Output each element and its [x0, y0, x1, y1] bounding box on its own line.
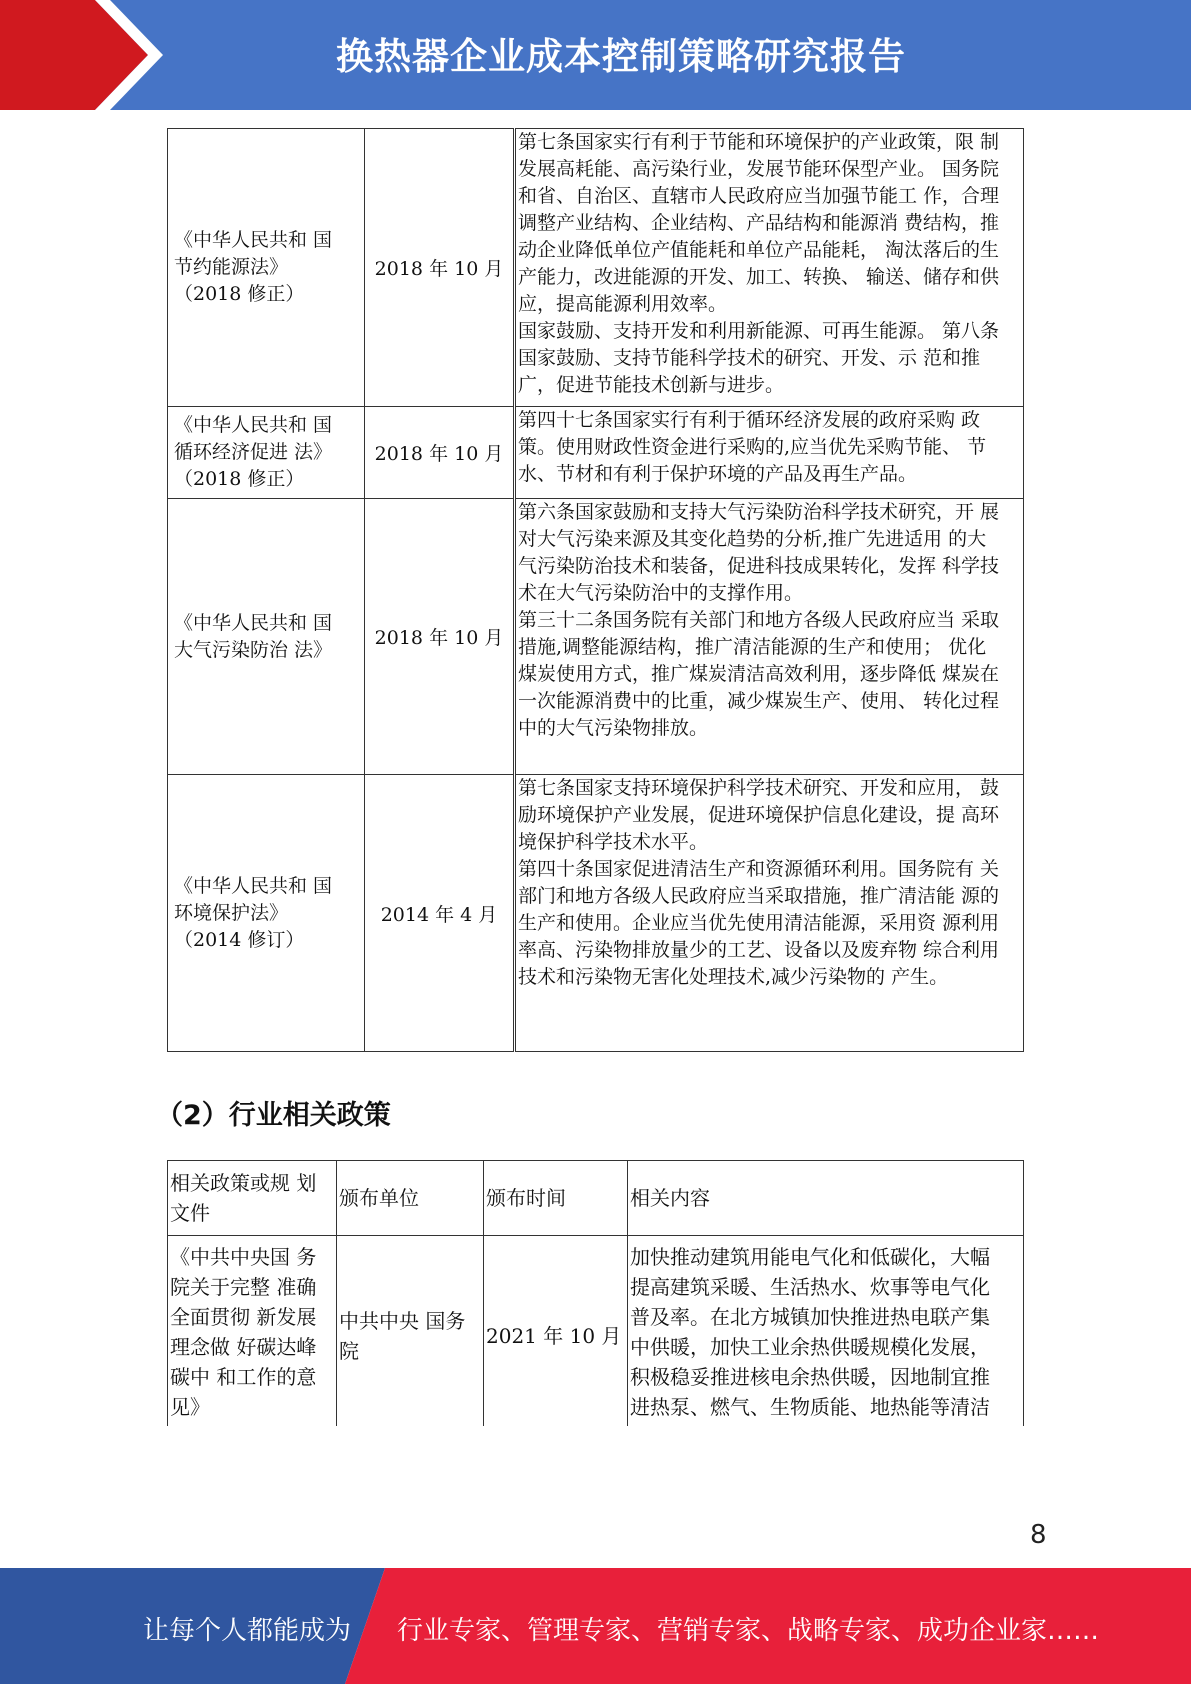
law-date-cell: 2018 年 10 月 — [365, 499, 515, 775]
law-name-cell — [168, 775, 365, 1052]
law-name-line: 循环经济促进 法》 — [174, 441, 333, 463]
content-line: 率高、污染物排放量少的工艺、设备以及废弃物 综合利用 — [518, 939, 1000, 961]
content-line: 加快推动建筑用能电气化和低碳化，大幅 — [630, 1245, 990, 1269]
footer-slogan-right: 行业专家、管理专家、营销专家、战略专家、成功企业家…… — [397, 1616, 1100, 1646]
law-content-cell — [515, 129, 1024, 407]
content-line: 国家鼓励、支持节能科学技术的研究、开发、示 范和推 — [518, 347, 981, 369]
content-line: 提高建筑采暖、生活热水、炊事等电气化 — [630, 1275, 990, 1299]
doc-line: 全面贯彻 新发展 — [170, 1305, 317, 1329]
content-line: 第四十条国家促进清洁生产和资源循环利用。国务院有 关 — [518, 858, 1000, 880]
content-line: 国家鼓励、支持开发和利用新能源、可再生能源。 第八条 — [518, 320, 1000, 342]
law-date-cell: 2018 年 10 月 — [365, 407, 515, 499]
content-line: 调整产业结构、企业结构、产品结构和能源消 费结构，推 — [518, 212, 1000, 234]
law-name-line: （2018 修正） — [174, 283, 305, 305]
law-name-line: 《中华人民共和 国 — [174, 874, 333, 897]
law-content-cell — [515, 775, 1024, 1052]
law-name-cell — [168, 407, 365, 499]
law-name-line: （2018 修正） — [174, 468, 305, 490]
content-line: 中的大气污染物排放。 — [518, 717, 709, 739]
table-row — [168, 407, 1024, 499]
policy-issuer-cell — [337, 1236, 484, 1436]
content-line: 积极稳妥推进核电余热供暖，因地制宜推 — [630, 1365, 990, 1389]
law-name-line: （2014 修订） — [174, 928, 305, 951]
content-line: 励环境保护产业发展，促进环境保护信息化建设，提 高环 — [518, 804, 1000, 826]
law-content-cell — [515, 499, 1024, 775]
policy-document-cell — [168, 1236, 337, 1436]
law-name-line: 节约能源法》 — [174, 256, 289, 278]
issuer-line: 中共中央 国务 — [339, 1308, 466, 1333]
content-line: 发展高耗能、高污染行业，发展节能环保型产业。 国务院 — [518, 158, 1000, 180]
law-name-cell — [168, 129, 365, 407]
table-row — [168, 775, 1024, 1052]
column-header: 相关内容 — [628, 1161, 1024, 1236]
law-date-cell: 2014 年 4 月 — [365, 775, 515, 1052]
law-name-line: 大气污染防治 法》 — [174, 638, 333, 661]
policy-content-cell — [628, 1236, 1024, 1436]
doc-line: 理念做 好碳达峰 — [170, 1335, 317, 1359]
content-line: 进热泵、燃气、生物质能、地热能等清洁 — [630, 1395, 990, 1419]
law-name-line: 《中华人民共和 国 — [174, 611, 333, 634]
content-line: 对大气污染来源及其变化趋势的分析,推广先进适用 的大 — [518, 528, 987, 550]
doc-line: 《中共中央国 务 — [170, 1245, 317, 1269]
content-line: 第七条国家支持环境保护科学技术研究、开发和应用， 鼓 — [518, 777, 1000, 799]
content-line: 煤炭使用方式，推广煤炭清洁高效利用，逐步降低 煤炭在 — [518, 663, 1000, 685]
content-line: 普及率。在北方城镇加快推进热电联产集 — [630, 1305, 990, 1329]
content-line: 应，提高能源利用效率。 — [518, 293, 728, 315]
law-content-cell — [515, 407, 1024, 499]
content-line: 和省、自治区、直辖市人民政府应当加强节能工 作，合理 — [518, 185, 1000, 207]
content-line: 部门和地方各级人民政府应当采取措施，推广清洁能 源的 — [518, 885, 1000, 907]
law-name-line: 《中华人民共和 国 — [174, 229, 333, 251]
page-break-mask — [150, 1426, 1050, 1446]
document-title: 换热器企业成本控制策略研究报告 — [336, 35, 906, 78]
law-name-line: 环境保护法》 — [174, 901, 289, 924]
doc-line: 院关于完整 准确 — [170, 1275, 317, 1299]
law-name-line: 《中华人民共和 国 — [174, 414, 333, 436]
content-line: 气污染防治技术和装备，促进科技成果转化，发挥 科学技 — [518, 555, 1000, 577]
column-header: 相关政策或规 划文件 — [168, 1161, 337, 1236]
page-header — [0, 0, 1191, 110]
content-line: 策。使用财政性资金进行采购的,应当优先采购节能、 节 — [518, 436, 987, 458]
doc-line: 碳中 和工作的意 — [170, 1365, 317, 1389]
law-date-cell: 2018 年 10 月 — [365, 129, 515, 407]
table-row — [168, 1236, 1024, 1436]
issuer-line: 院 — [339, 1338, 359, 1363]
section-heading: （2）行业相关政策 — [156, 1100, 391, 1131]
column-header: 颁布时间 — [484, 1161, 628, 1236]
policy-table — [167, 1160, 1024, 1436]
page-number: 8 — [1030, 1520, 1047, 1550]
content-line: 生产和使用。企业应当优先使用清洁能源，采用资 源利用 — [518, 912, 1000, 934]
content-line: 第六条国家鼓励和支持大气污染防治科学技术研究，开 展 — [518, 501, 1000, 523]
content-line: 广，促进节能技术创新与进步。 — [518, 374, 785, 396]
table-header-row — [168, 1161, 1024, 1236]
column-header: 颁布单位 — [337, 1161, 484, 1236]
content-line: 动企业降低单位产值能耗和单位产品能耗， 淘汰落后的生 — [518, 239, 1000, 261]
content-line: 中供暖，加快工业余热供暖规模化发展， — [630, 1335, 990, 1359]
content-line: 术在大气污染防治中的支撑作用。 — [518, 582, 804, 604]
content-line: 技术和污染物无害化处理技术,减少污染物的 产生。 — [518, 966, 949, 988]
content-line: 第七条国家实行有利于节能和环境保护的产业政策，限 制 — [518, 131, 1000, 153]
policy-date-cell: 2021 年 10 月 — [484, 1236, 628, 1436]
content-line: 第三十二条国务院有关部门和地方各级人民政府应当 采取 — [518, 609, 1000, 631]
content-line: 产能力，改进能源的开发、加工、转换、 输送、储存和供 — [518, 266, 1000, 288]
table-row — [168, 129, 1024, 407]
footer-slogan-left: 让每个人都能成为 — [143, 1616, 352, 1646]
content-line: 水、节材和有利于保护环境的产品及再生产品。 — [518, 463, 918, 485]
content-line: 措施,调整能源结构，推广清洁能源的生产和使用； 优化 — [518, 636, 987, 658]
content-line: 一次能源消费中的比重，减少煤炭生产、使用、 转化过程 — [518, 690, 1000, 712]
table-row — [168, 499, 1024, 775]
law-table — [167, 128, 1024, 1052]
doc-line: 见》 — [170, 1395, 210, 1419]
content-line: 境保护科学技术水平。 — [518, 831, 709, 853]
content-line: 第四十七条国家实行有利于循环经济发展的政府采购 政 — [518, 409, 981, 431]
page-footer — [0, 1568, 1191, 1684]
law-name-cell — [168, 499, 365, 775]
